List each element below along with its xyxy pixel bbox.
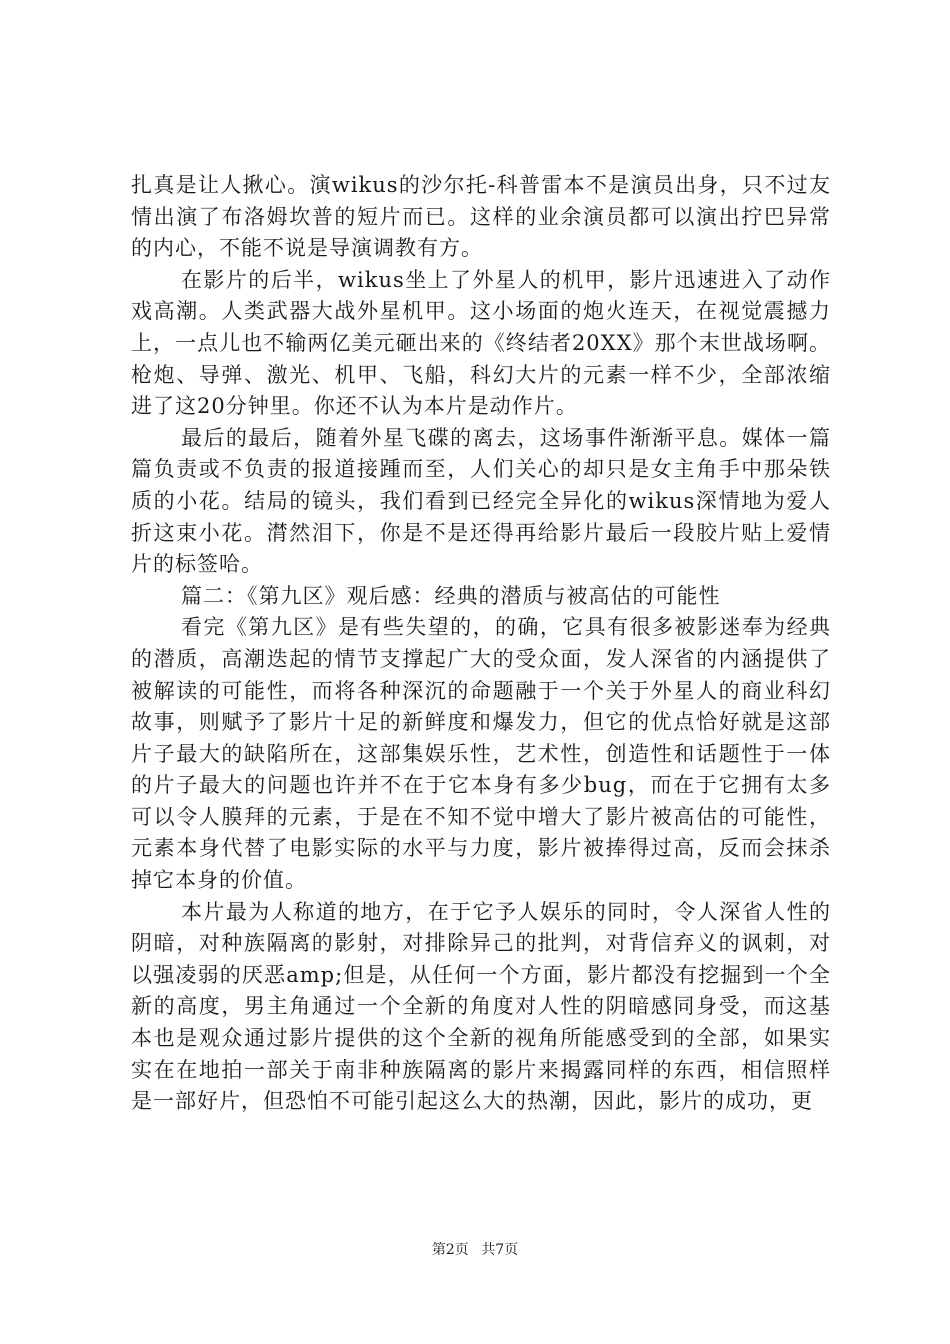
- paragraph-5: 本片最为人称道的地方，在于它予人娱乐的同时，令人深省人性的阴暗，对种族隔离的影射，对排除异己的批判，对背信弃义的讽刺，对以强凌弱的厌恶amp;但是，从任何一个方面，影片都没有挖掘到一个全新的高度，男主角通过一个全新的角度对人性的阴暗感同身受，而这基本也是观众通过影片提供的这个全新的视角所能感受到的全部，如果实实在在地拍一部关于南非种族隔离的影片来揭露同样的东西，相信照样是一部好片，但恐怕不可能引起这么大的热潮，因此，影片的成功，更: [131, 899, 831, 1114]
- page-number: 第2页: [431, 1242, 469, 1258]
- page-total: 共7页: [481, 1242, 519, 1258]
- page-footer: [0, 1240, 950, 1260]
- document-body: [131, 170, 831, 1118]
- paragraph-2: 在影片的后半，wikus坐上了外星人的机甲，影片迅速进入了动作戏高潮。人类武器大战外星机甲。这小场面的炮火连天，在视觉震撼力上，一点儿也不输两亿美元砸出来的《终结者20XX》那个末世战场啊。枪炮、导弹、激光、机甲、飞船，科幻大片的元素一样不少，全部浓缩进了这20分钟里。你还不认为本片是动作片。: [131, 267, 831, 419]
- paragraph-3: 最后的最后，随着外星飞碟的离去，这场事件渐渐平息。媒体一篇篇负责或不负责的报道接踵而至，人们关心的却只是女主角手中那朵铁质的小花。结局的镜头，我们看到已经完全异化的wikus深情地为爱人折这束小花。潸然泪下，你是不是还得再给影片最后一段胶片贴上爱情片的标签哈。: [131, 425, 831, 577]
- paragraph-1: 扎真是让人揪心。演wikus的沙尔托-科普雷本不是演员出身，只不过友情出演了布洛姆坎普的短片而已。这样的业余演员都可以演出拧巴异常的内心，不能不说是导演调教有方。: [131, 173, 831, 261]
- paragraph-4: 看完《第九区》是有些失望的，的确，它具有很多被影迷奉为经典的潜质，高潮迭起的情节支撑起广大的受众面，发人深省的内涵提供了被解读的可能性，而将各种深沉的命题融于一个关于外星人的商业科幻故事，则赋予了影片十足的新鲜度和爆发力，但它的优点恰好就是这部片子最大的缺陷所在，这部集娱乐性，艺术性，创造性和话题性于一体的片子最大的问题也许并不在于它本身有多少bug，而在于它拥有太多可以令人膜拜的元素，于是在不知不觉中增大了影片被高估的可能性，元素本身代替了电影实际的水平与力度，影片被捧得过高，反而会抹杀掉它本身的价值。: [131, 615, 831, 893]
- section-heading: 篇二：《第九区》观后感：经典的潜质与被高估的可能性: [181, 583, 721, 608]
